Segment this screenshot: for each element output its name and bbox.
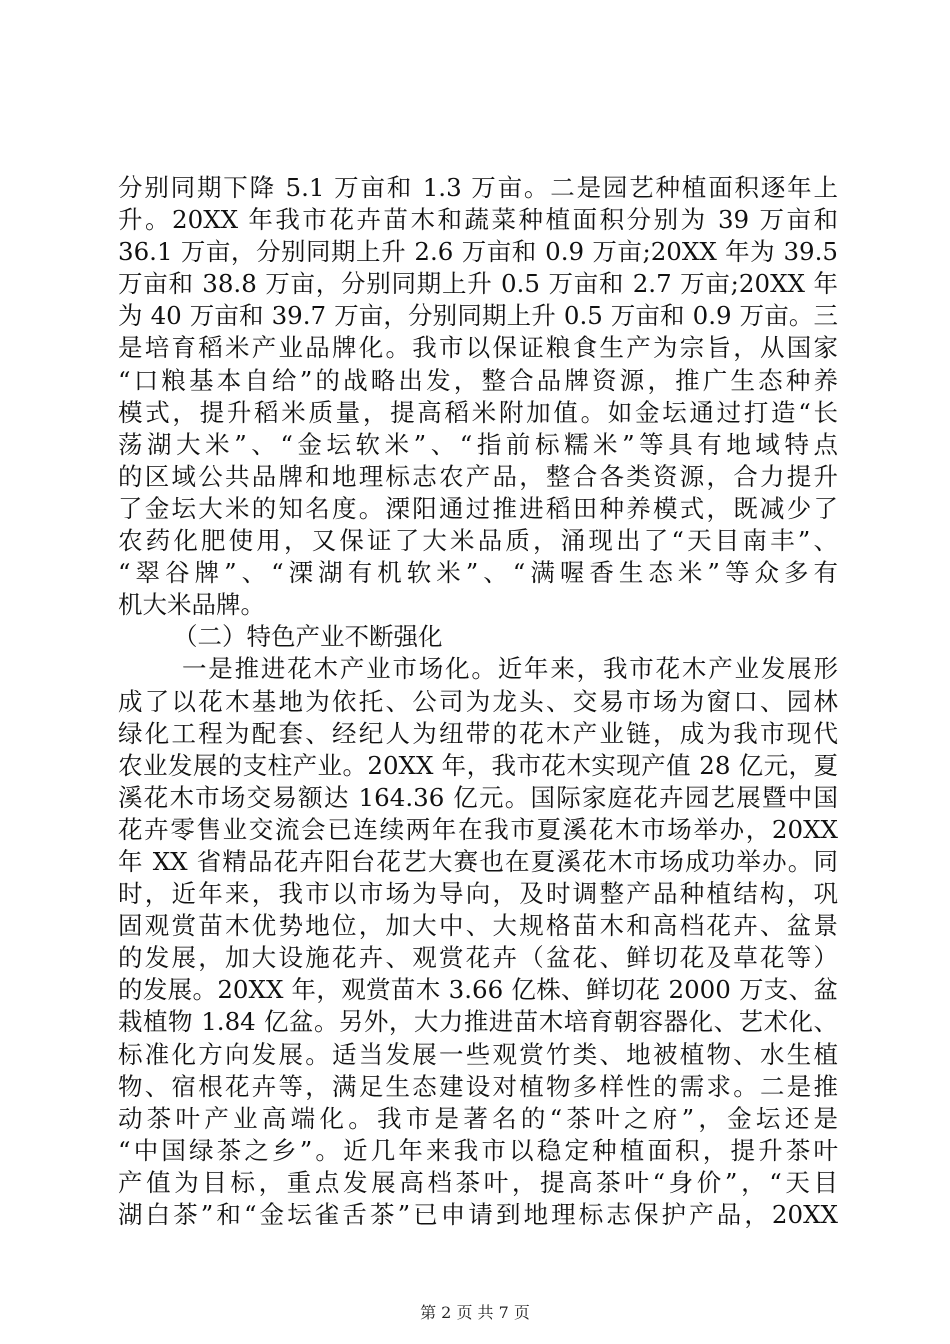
text-line: “翠谷牌”、“溧湖有机软米”、“满喔香生态米”等众多有: [118, 558, 838, 588]
text-line: 标准化方向发展。适当发展一些观赏竹类、地被植物、水生植: [118, 1039, 838, 1069]
text-line: “中国绿茶之乡”。近几年来我市以稳定种植面积，提升茶叶: [118, 1135, 838, 1165]
text-line: 农业发展的支柱产业。20XX 年，我市花木实现产值 28 亿元，夏: [118, 750, 838, 780]
text-line: 花卉零售业交流会已连续两年在我市夏溪花木市场举办，20XX: [118, 814, 838, 844]
text-line: 物、宿根花卉等，满足生态建设对植物多样性的需求。二是推: [118, 1071, 838, 1101]
text-line: 机大米品牌。: [118, 590, 265, 620]
paragraph-first-line: 一是推进花木产业市场化。近年来，我市花木产业发展形: [182, 654, 838, 684]
text-line: 动茶叶产业高端化。我市是著名的“茶叶之府”，金坛还是: [118, 1103, 838, 1133]
text-line: “口粮基本自给”的战略出发，整合品牌资源，推广生态种养: [118, 365, 838, 395]
text-line: 荡湖大米”、“金坛软米”、“指前标糯米”等具有地域特点: [118, 429, 838, 459]
body-text: [118, 172, 838, 1231]
text-line: 模式，提升稻米质量，提高稻米附加值。如金坛通过打造“长: [118, 397, 838, 427]
text-line: 产值为目标，重点发展高档茶叶，提高茶叶“身价”，“天目: [118, 1167, 838, 1197]
text-line: 了金坛大米的知名度。溧阳通过推进稻田种养模式，既减少了: [118, 493, 838, 523]
text-line: 万亩和 38.8 万亩，分别同期上升 0.5 万亩和 2.7 万亩;20XX 年: [118, 269, 838, 299]
text-line: 升。20XX 年我市花卉苗木和蔬菜种植面积分别为 39 万亩和: [118, 205, 838, 235]
text-line: 是培育稻米产业品牌化。我市以保证粮食生产为宗旨，从国家: [118, 333, 838, 363]
page-number-footer: 第 2 页 共 7 页: [420, 1303, 530, 1322]
text-line: 时，近年来，我市以市场为导向，及时调整产品种植结构，巩: [118, 879, 838, 909]
text-line: 的区域公共品牌和地理标志农产品，整合各类资源，合力提升: [118, 461, 838, 491]
text-line: 栽植物 1.84 亿盆。另外，大力推进苗木培育朝容器化、艺术化、: [118, 1007, 838, 1037]
text-line: 溪花木市场交易额达 164.36 亿元。国际家庭花卉园艺展暨中国: [118, 782, 838, 812]
text-line: 湖白茶”和“金坛雀舌茶”已申请到地理标志保护产品，20XX: [118, 1200, 838, 1229]
text-line: 绿化工程为配套、经纪人为纽带的花木产业链，成为我市现代: [118, 718, 838, 748]
text-line: 成了以花木基地为依托、公司为龙头、交易市场为窗口、园林: [118, 686, 838, 716]
text-line: 为 40 万亩和 39.7 万亩，分别同期上升 0.5 万亩和 0.9 万亩。三: [118, 301, 838, 331]
text-line: 农药化肥使用，又保证了大米品质，涌现出了“天目南丰”、: [118, 526, 838, 556]
text-line: 36.1 万亩，分别同期上升 2.6 万亩和 0.9 万亩;20XX 年为 39.5: [118, 237, 838, 267]
text-line: 分别同期下降 5.1 万亩和 1.3 万亩。二是园艺种植面积逐年上: [118, 173, 838, 202]
section-heading: （二）特色产业不断强化: [173, 622, 443, 652]
text-line: 年 XX 省精品花卉阳台花艺大赛也在夏溪花木市场成功举办。同: [118, 846, 838, 876]
text-line: 的发展，加大设施花卉、观赏花卉（盆花、鲜切花及草花等）: [118, 943, 838, 973]
text-line: 的发展。20XX 年，观赏苗木 3.66 亿株、鲜切花 2000 万支、盆: [118, 975, 838, 1005]
text-line: 固观赏苗木优势地位，加大中、大规格苗木和高档花卉、盆景: [118, 911, 838, 941]
